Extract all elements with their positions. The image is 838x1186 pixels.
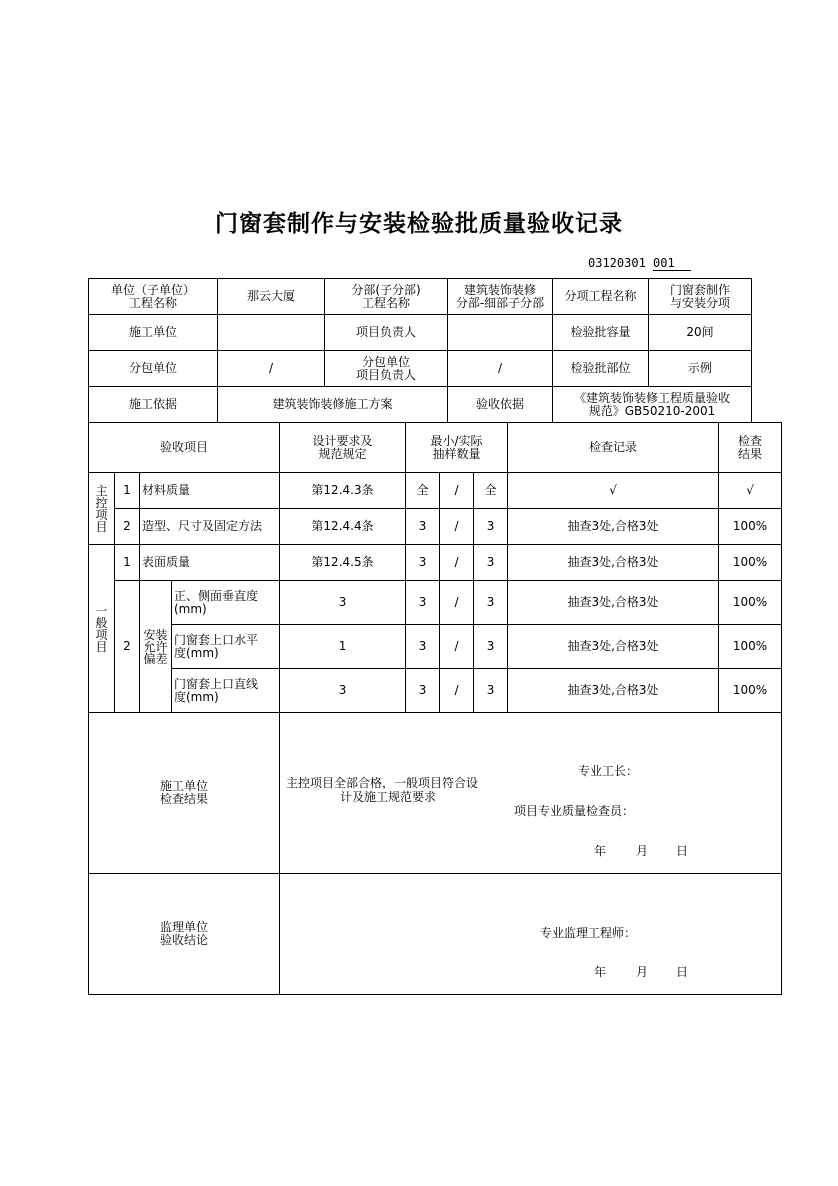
table-row bbox=[89, 581, 782, 625]
tolerance-group-label: 安装允许偏差 bbox=[140, 581, 172, 713]
day-label: 日 bbox=[676, 844, 689, 858]
item-min[interactable]: 3 bbox=[406, 625, 440, 669]
item-result[interactable]: 100% bbox=[719, 545, 782, 581]
sub-pm-value[interactable]: / bbox=[448, 351, 553, 387]
year-label: 年 bbox=[594, 844, 607, 858]
foreman-label: 专业工长： bbox=[578, 764, 639, 778]
item-no: 2 bbox=[115, 509, 140, 545]
item-slash: / bbox=[440, 509, 474, 545]
item-slash: / bbox=[440, 581, 474, 625]
item-record[interactable]: 抽查3处,合格3处 bbox=[508, 669, 719, 713]
supervision-area[interactable] bbox=[280, 874, 782, 995]
item-min[interactable]: 3 bbox=[406, 545, 440, 581]
table-row bbox=[89, 473, 782, 509]
item-min[interactable]: 3 bbox=[406, 581, 440, 625]
item-name: 门窗套上口直线 度(mm) bbox=[172, 669, 280, 713]
item-record[interactable]: 抽查3处,合格3处 bbox=[508, 625, 719, 669]
sub-pm-label: 分包单位 项目负责人 bbox=[325, 351, 448, 387]
col-record: 检查记录 bbox=[508, 423, 719, 473]
month-label: 月 bbox=[636, 844, 649, 858]
item-actual[interactable]: 3 bbox=[474, 509, 508, 545]
item-slash: / bbox=[440, 625, 474, 669]
supervision-label: 监理单位 验收结论 bbox=[89, 874, 280, 995]
contractor-label: 施工单位 bbox=[89, 315, 218, 351]
col-result: 检查 结果 bbox=[719, 423, 782, 473]
item-actual[interactable]: 3 bbox=[474, 669, 508, 713]
item-design: 第12.4.3条 bbox=[280, 473, 406, 509]
check-text-2: 计及施工规范要求 bbox=[340, 790, 437, 804]
col-item: 验收项目 bbox=[89, 423, 280, 473]
day-label: 日 bbox=[676, 965, 689, 979]
item-min[interactable]: 全 bbox=[406, 473, 440, 509]
capacity-label: 检验批容量 bbox=[553, 315, 649, 351]
item-min[interactable]: 3 bbox=[406, 509, 440, 545]
unit-label: 单位（子单位） 工程名称 bbox=[89, 279, 218, 315]
item-name: 表面质量 bbox=[140, 545, 280, 581]
division-label: 分部(子分部) 工程名称 bbox=[325, 279, 448, 315]
item-name: 造型、尺寸及固定方法 bbox=[140, 509, 280, 545]
col-sample: 最小/实际 抽样数量 bbox=[406, 423, 508, 473]
item-design: 3 bbox=[280, 581, 406, 625]
table-row bbox=[89, 545, 782, 581]
subitem-label: 分项工程名称 bbox=[553, 279, 649, 315]
item-actual[interactable]: 3 bbox=[474, 545, 508, 581]
pm-value[interactable] bbox=[448, 315, 553, 351]
item-result[interactable]: 100% bbox=[719, 625, 782, 669]
code-serial: 001 bbox=[653, 256, 691, 271]
item-record[interactable]: √ bbox=[508, 473, 719, 509]
code-prefix: 03120301 bbox=[588, 256, 646, 270]
acceptance-basis-value[interactable]: 《建筑装饰装修工程质量验收 规范》GB50210-2001 bbox=[553, 387, 752, 423]
supervision-row bbox=[89, 874, 782, 995]
unit-value[interactable]: 那云大厦 bbox=[218, 279, 325, 315]
sub-value[interactable]: / bbox=[218, 351, 325, 387]
item-slash: / bbox=[440, 545, 474, 581]
sub-label: 分包单位 bbox=[89, 351, 218, 387]
check-text-1: 主控项目全部合格，一般项目符合设 bbox=[286, 776, 479, 790]
pm-label: 项目负责人 bbox=[325, 315, 448, 351]
contractor-check-row bbox=[89, 713, 782, 874]
item-design: 1 bbox=[280, 625, 406, 669]
contractor-value[interactable] bbox=[218, 315, 325, 351]
month-label: 月 bbox=[636, 965, 649, 979]
acceptance-basis-label: 验收依据 bbox=[448, 387, 553, 423]
item-record[interactable]: 抽查3处,合格3处 bbox=[508, 581, 719, 625]
item-no: 2 bbox=[115, 581, 140, 713]
item-record[interactable]: 抽查3处,合格3处 bbox=[508, 545, 719, 581]
item-no: 1 bbox=[115, 473, 140, 509]
table-row bbox=[89, 509, 782, 545]
general-group-label: 一般项目 bbox=[89, 545, 115, 713]
subitem-value[interactable]: 门窗套制作 与安装分项 bbox=[649, 279, 752, 315]
item-name: 材料质量 bbox=[140, 473, 280, 509]
item-design: 3 bbox=[280, 669, 406, 713]
capacity-value[interactable]: 20间 bbox=[649, 315, 752, 351]
item-result[interactable]: 100% bbox=[719, 669, 782, 713]
inspection-table bbox=[88, 422, 782, 995]
item-no: 1 bbox=[115, 545, 140, 581]
item-record[interactable]: 抽查3处,合格3处 bbox=[508, 509, 719, 545]
record-code bbox=[588, 256, 691, 271]
contractor-check-area[interactable] bbox=[280, 713, 782, 874]
basis-label: 施工依据 bbox=[89, 387, 218, 423]
division-value[interactable]: 建筑装饰装修 分部-细部子分部 bbox=[448, 279, 553, 315]
col-design: 设计要求及 规范规定 bbox=[280, 423, 406, 473]
item-actual[interactable]: 全 bbox=[474, 473, 508, 509]
table-row bbox=[89, 669, 782, 713]
basis-value[interactable]: 建筑装饰装修施工方案 bbox=[218, 387, 448, 423]
location-value[interactable]: 示例 bbox=[649, 351, 752, 387]
item-slash: / bbox=[440, 473, 474, 509]
item-actual[interactable]: 3 bbox=[474, 625, 508, 669]
item-actual[interactable]: 3 bbox=[474, 581, 508, 625]
inspector-label: 项目专业质量检查员： bbox=[514, 804, 635, 818]
item-result[interactable]: 100% bbox=[719, 509, 782, 545]
main-group-label: 主控项目 bbox=[89, 473, 115, 545]
item-result[interactable]: √ bbox=[719, 473, 782, 509]
page-title: 门窗套制作与安装检验批质量验收记录 bbox=[215, 210, 623, 237]
location-label: 检验批部位 bbox=[553, 351, 649, 387]
item-name: 门窗套上口水平 度(mm) bbox=[172, 625, 280, 669]
item-design: 第12.4.4条 bbox=[280, 509, 406, 545]
header-table bbox=[88, 278, 752, 423]
contractor-check-label: 施工单位 检查结果 bbox=[89, 713, 280, 874]
item-slash: / bbox=[440, 669, 474, 713]
item-name: 正、侧面垂直度 (mm) bbox=[172, 581, 280, 625]
year-label: 年 bbox=[594, 965, 607, 979]
table-row bbox=[89, 625, 782, 669]
item-min[interactable]: 3 bbox=[406, 669, 440, 713]
item-design: 第12.4.5条 bbox=[280, 545, 406, 581]
engineer-label: 专业监理工程师： bbox=[540, 926, 637, 940]
item-result[interactable]: 100% bbox=[719, 581, 782, 625]
